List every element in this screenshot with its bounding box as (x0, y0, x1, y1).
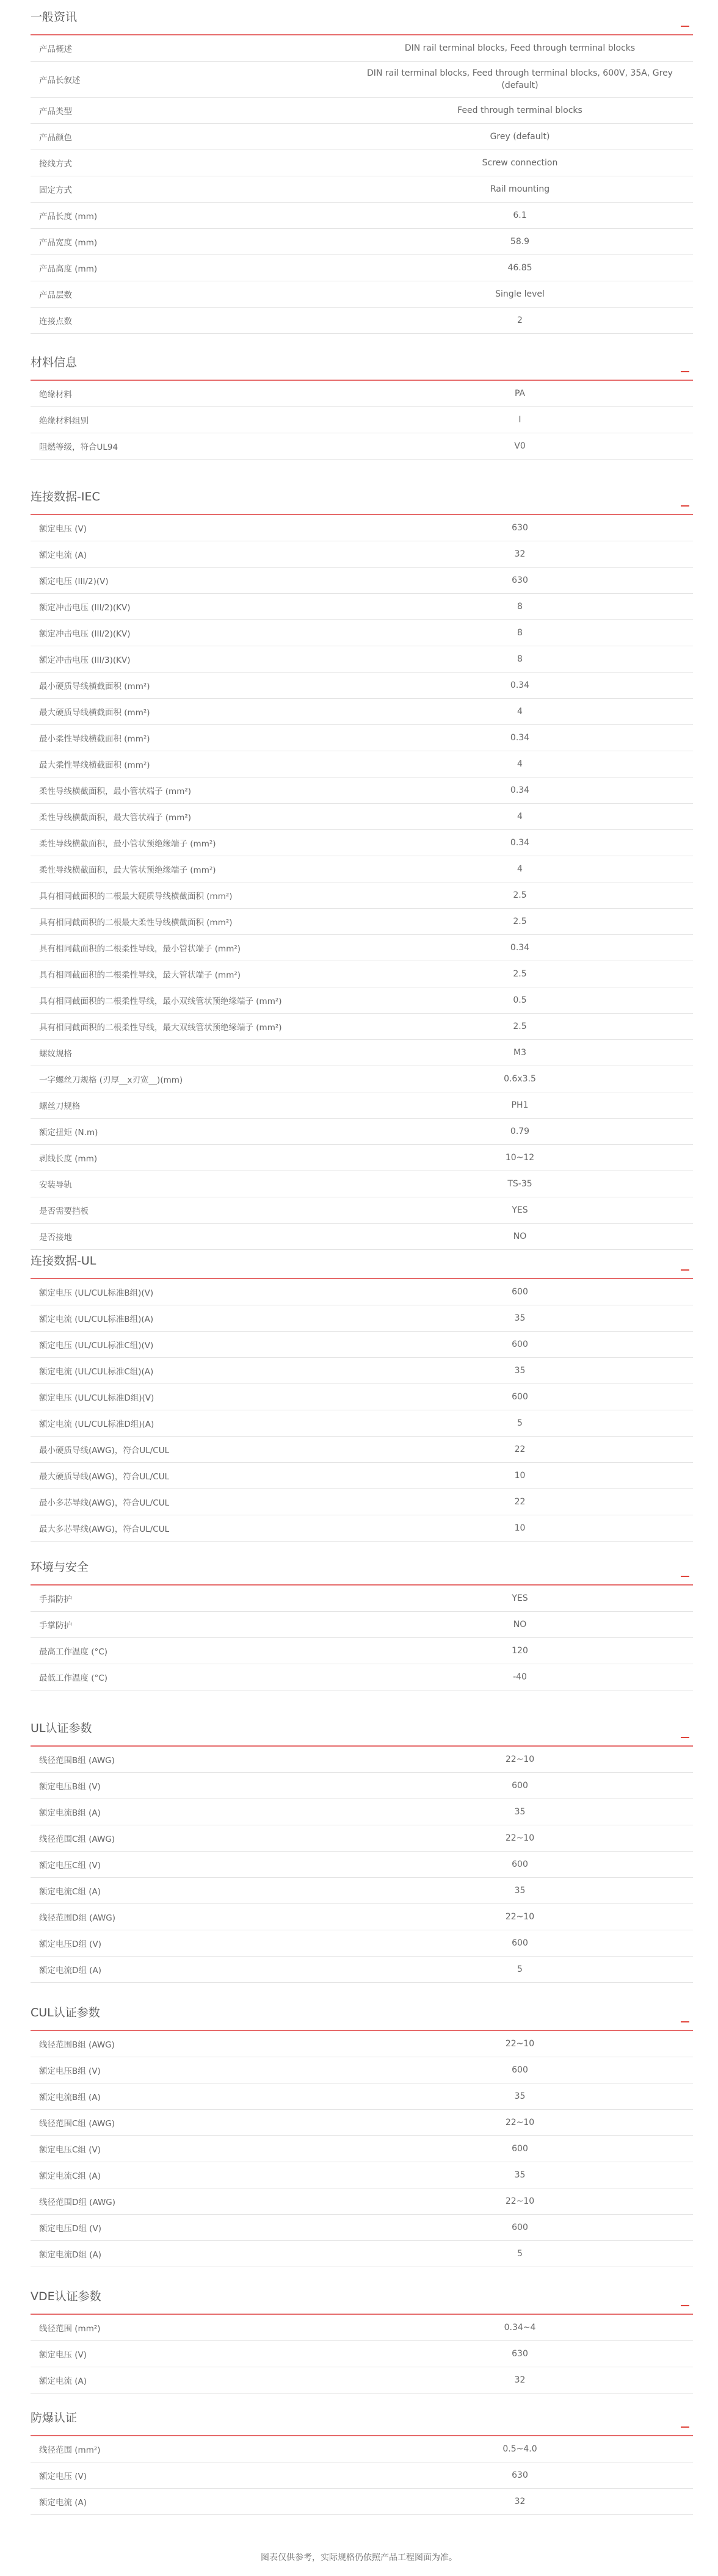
spec-value: 22~10 (505, 1912, 535, 1922)
spec-value: DIN rail terminal blocks, Feed through terminal blocks, 600V, 35A, Grey (default) (367, 68, 673, 90)
spec-value: 8 (517, 602, 523, 612)
spec-label: 额定电流 (A) (39, 550, 87, 560)
spec-label: 最低工作温度 (°C) (39, 1673, 108, 1683)
spec-label: 额定电流 (UL/CUL标准D组)(A) (39, 1420, 154, 1429)
spec-label: 具有相同截面积的二根最大柔性导线横截面积 (mm²) (39, 918, 233, 928)
spec-value: 0.5~4.0 (502, 2444, 537, 2454)
spec-row (31, 777, 693, 804)
spec-label: 产品概述 (39, 45, 72, 54)
spec-value: 5 (517, 2249, 523, 2259)
spec-row (31, 1332, 693, 1358)
spec-value: 0.6x3.5 (504, 1074, 536, 1084)
spec-value: PA (514, 389, 526, 399)
spec-row (31, 2110, 693, 2136)
spec-value: NO (513, 1620, 527, 1629)
spec-row (31, 515, 693, 541)
spec-row (31, 1463, 693, 1489)
spec-row (31, 1612, 693, 1638)
spec-value: 35 (514, 2091, 526, 2101)
spec-label: 线径范围 (mm²) (39, 2324, 101, 2334)
spec-label: 具有相同截面积的二根柔性导线，最大双线管状预绝缘端子 (mm²) (39, 1023, 282, 1033)
spec-row (31, 1586, 693, 1612)
spec-label: 额定电流 (UL/CUL标准C组)(A) (39, 1367, 154, 1377)
spec-value: 10 (514, 1523, 526, 1533)
spec-row (31, 255, 693, 281)
section-header (31, 0, 693, 35)
spec-label: 产品层数 (39, 290, 72, 300)
spec-value: 22~10 (505, 2118, 535, 2127)
spec-label: 额定冲击电压 (III/2)(KV) (39, 603, 131, 613)
spec-value: 2.5 (513, 890, 527, 900)
spec-value: 2.5 (513, 1022, 527, 1031)
spec-value: YES (512, 1593, 528, 1603)
spec-value: I (518, 415, 521, 425)
spec-label: 手指防护 (39, 1595, 72, 1604)
spec-row (31, 646, 693, 673)
spec-value: 35 (514, 1886, 526, 1896)
spec-label: 额定电压 (UL/CUL标准B组)(V) (39, 1288, 154, 1298)
spec-label: 线径范围B组 (AWG) (39, 2040, 115, 2050)
spec-value: 0.34~4 (504, 2323, 536, 2332)
spec-row (31, 1852, 693, 1878)
spec-row (31, 281, 693, 308)
spec-row (31, 1197, 693, 1224)
collapse-minus-icon[interactable] (681, 1731, 689, 1738)
spec-value: 0.34 (510, 838, 530, 848)
spec-row (31, 935, 693, 961)
spec-row (31, 725, 693, 751)
spec-row (31, 751, 693, 777)
spec-row (31, 1799, 693, 1825)
spec-value: 32 (514, 2375, 526, 2385)
spec-value: 600 (512, 1392, 528, 1402)
spec-row (31, 1092, 693, 1119)
spec-value: 600 (512, 2065, 528, 2075)
spec-value: 8 (517, 654, 523, 664)
spec-label: 额定电压C组 (V) (39, 1861, 101, 1871)
spec-row (31, 1957, 693, 1983)
spec-label: 一字螺丝刀规格 (刃厚__x刃宽__)(mm) (39, 1075, 183, 1085)
spec-row (31, 541, 693, 568)
spec-label: 产品长叙述 (39, 76, 81, 85)
spec-label: 额定电流B组 (A) (39, 1808, 101, 1818)
collapse-minus-icon[interactable] (681, 2015, 689, 2022)
spec-label: 柔性导线横截面积，最小管状预绝缘端子 (mm²) (39, 839, 216, 849)
spec-label: 额定电压 (UL/CUL标准D组)(V) (39, 1393, 154, 1403)
spec-value: 32 (514, 549, 526, 559)
spec-row (31, 620, 693, 646)
spec-row (31, 2215, 693, 2241)
spec-row (31, 1305, 693, 1332)
spec-value: Grey (default) (490, 132, 550, 142)
spec-label: 额定电压 (UL/CUL标准C组)(V) (39, 1341, 154, 1351)
section-title: UL认证参数 (31, 1722, 92, 1735)
spec-label: 额定电压 (III/2)(V) (39, 577, 109, 586)
spec-value: 4 (517, 864, 523, 874)
spec-value: 35 (514, 1366, 526, 1376)
spec-label: 最大硬质导线(AWG)，符合UL/CUL (39, 1472, 170, 1482)
spec-row (31, 1825, 693, 1852)
spec-label: 具有相同截面积的二根柔性导线，最小双线管状预绝缘端子 (mm²) (39, 997, 282, 1006)
spec-row (31, 176, 693, 203)
spec-label: 线径范围D组 (AWG) (39, 2198, 116, 2207)
section-title: 连接数据-IEC (31, 490, 100, 503)
spec-row (31, 594, 693, 620)
spec-label: 最小柔性导线横截面积 (mm²) (39, 734, 150, 744)
spec-label: 剥线长度 (mm) (39, 1154, 98, 1164)
spec-value: 10~12 (505, 1153, 535, 1163)
spec-label: 线径范围C组 (AWG) (39, 2119, 115, 2129)
spec-value: 22~10 (505, 2039, 535, 2049)
spec-label: 额定电流D组 (A) (39, 2250, 101, 2260)
spec-value: -40 (513, 1672, 527, 1682)
spec-value: 0.5 (513, 995, 527, 1005)
spec-label: 额定电压D组 (V) (39, 2224, 101, 2234)
spec-value: 600 (512, 1340, 528, 1349)
spec-label: 额定电压B组 (V) (39, 2066, 101, 2076)
collapse-minus-icon[interactable] (681, 499, 689, 507)
collapse-minus-icon[interactable] (681, 2420, 689, 2428)
spec-label: 额定电流C组 (A) (39, 1887, 101, 1897)
spec-row (31, 961, 693, 987)
spec-value: V0 (514, 441, 526, 451)
spec-label: 具有相同截面积的二根柔性导线，最小管状端子 (mm²) (39, 944, 241, 954)
spec-row (31, 2162, 693, 2188)
section-title: CUL认证参数 (31, 2006, 100, 2019)
spec-label: 最大硬质导线横截面积 (mm²) (39, 708, 150, 718)
spec-label: 绝缘材料 (39, 390, 72, 400)
spec-label: 最大多芯导线(AWG)，符合UL/CUL (39, 1524, 170, 1534)
spec-row (31, 1358, 693, 1384)
spec-row (31, 2436, 693, 2462)
spec-value: 0.79 (510, 1127, 530, 1136)
spec-label: 接线方式 (39, 159, 72, 169)
spec-row (31, 568, 693, 594)
spec-row (31, 1437, 693, 1463)
section-header (31, 1996, 693, 2031)
spec-row (31, 150, 693, 176)
spec-label: 额定电压C组 (V) (39, 2145, 101, 2155)
spec-value: 6.1 (513, 211, 527, 220)
section-header (31, 1244, 693, 1279)
spec-row (31, 203, 693, 229)
spec-row (31, 2188, 693, 2215)
spec-row (31, 830, 693, 856)
spec-label: 产品高度 (mm) (39, 264, 98, 274)
collapse-minus-icon[interactable] (681, 365, 689, 372)
spec-row (31, 673, 693, 699)
spec-row (31, 2136, 693, 2162)
spec-label: 额定电流C组 (A) (39, 2171, 101, 2181)
spec-label: 具有相同截面积的二根柔性导线，最大管状端子 (mm²) (39, 970, 241, 980)
spec-section-4 (31, 1244, 693, 1542)
spec-row (31, 804, 693, 830)
spec-row (31, 1171, 693, 1197)
spec-label: 螺丝刀规格 (39, 1102, 81, 1111)
spec-value: 120 (512, 1646, 528, 1656)
spec-label: 是否接地 (39, 1233, 72, 1243)
spec-row (31, 1904, 693, 1930)
spec-row (31, 1279, 693, 1305)
section-title: 环境与安全 (31, 1560, 89, 1574)
spec-value: 630 (512, 575, 528, 585)
spec-label: 绝缘材料组别 (39, 416, 89, 426)
spec-label: 额定冲击电压 (III/3)(KV) (39, 655, 131, 665)
spec-label: 固定方式 (39, 186, 72, 195)
spec-value: 4 (517, 759, 523, 769)
spec-value: 630 (512, 523, 528, 533)
spec-section-9 (31, 2401, 693, 2515)
spec-row (31, 699, 693, 725)
spec-row (31, 381, 693, 407)
spec-row (31, 1384, 693, 1410)
section-title: 材料信息 (31, 356, 78, 369)
spec-label: 最小硬质导线(AWG)，符合UL/CUL (39, 1446, 170, 1456)
spec-value: 630 (512, 2470, 528, 2480)
spec-label: 最高工作温度 (°C) (39, 1647, 108, 1657)
spec-row (31, 909, 693, 935)
spec-label: 最小多芯导线(AWG)，符合UL/CUL (39, 1498, 170, 1508)
spec-row (31, 882, 693, 909)
spec-label: 螺纹规格 (39, 1049, 72, 1059)
spec-row (31, 35, 693, 62)
spec-label: 额定电压 (V) (39, 524, 87, 534)
spec-value: TS-35 (507, 1179, 532, 1189)
spec-value: 35 (514, 2170, 526, 2180)
spec-row (31, 1930, 693, 1957)
spec-value: 2.5 (513, 917, 527, 926)
section-header (31, 1711, 693, 1747)
footer-note: 图表仅供参考，实际规格仍依照产品工程图面为准。 (261, 2553, 457, 2563)
spec-label: 连接点数 (39, 317, 72, 327)
spec-value: 22~10 (505, 2196, 535, 2206)
spec-value: 0.34 (510, 785, 530, 795)
spec-value: YES (512, 1205, 528, 1215)
spec-label: 额定冲击电压 (III/2)(KV) (39, 629, 131, 639)
spec-label: 线径范围 (mm²) (39, 2445, 101, 2455)
spec-label: 是否需要挡板 (39, 1207, 89, 1216)
spec-label: 额定扭矩 (N.m) (39, 1128, 98, 1138)
spec-row (31, 1145, 693, 1171)
spec-value: 8 (517, 628, 523, 638)
spec-section-8 (31, 2279, 693, 2394)
spec-row (31, 987, 693, 1014)
spec-label: 柔性导线横截面积，最小管状端子 (mm²) (39, 787, 192, 796)
spec-label: 线径范围B组 (AWG) (39, 1756, 115, 1766)
spec-row (31, 62, 693, 98)
spec-value: 600 (512, 1781, 528, 1791)
spec-row (31, 2241, 693, 2267)
section-header (31, 2401, 693, 2436)
spec-label: 额定电流B组 (A) (39, 2093, 101, 2102)
spec-section-5 (31, 1550, 693, 1690)
spec-value: 22 (514, 1497, 526, 1507)
spec-value: 4 (517, 812, 523, 821)
spec-row (31, 1410, 693, 1437)
spec-label: 产品长度 (mm) (39, 212, 98, 222)
spec-row (31, 2341, 693, 2367)
spec-value: 32 (514, 2497, 526, 2506)
spec-row (31, 1040, 693, 1066)
spec-section-2 (31, 345, 693, 460)
spec-label: 额定电压B组 (V) (39, 1782, 101, 1792)
spec-label: 具有相同截面积的二根最大硬质导线横截面积 (mm²) (39, 892, 233, 901)
spec-value: 2 (517, 316, 523, 325)
spec-label: 额定电压 (V) (39, 2350, 87, 2360)
spec-value: NO (513, 1232, 527, 1241)
spec-row (31, 2315, 693, 2341)
spec-value: 600 (512, 2144, 528, 2154)
spec-label: 柔性导线横截面积，最大管状预绝缘端子 (mm²) (39, 865, 216, 875)
spec-value: 5 (517, 1418, 523, 1428)
spec-value: Feed through terminal blocks (457, 106, 582, 115)
collapse-minus-icon[interactable] (681, 1570, 689, 1577)
spec-section-3 (31, 480, 693, 1250)
section-title: VDE认证参数 (31, 2290, 101, 2303)
section-title: 一般资讯 (31, 10, 78, 24)
spec-row (31, 433, 693, 460)
spec-value: 35 (514, 1313, 526, 1323)
spec-row (31, 407, 693, 433)
spec-value: 5 (517, 1964, 523, 1974)
spec-value: 22~10 (505, 1833, 535, 1843)
spec-row (31, 2462, 693, 2489)
spec-label: 产品宽度 (mm) (39, 238, 98, 248)
spec-row (31, 1066, 693, 1092)
spec-value: 600 (512, 1938, 528, 1948)
spec-row (31, 2057, 693, 2084)
spec-row (31, 2084, 693, 2110)
spec-label: 额定电压D组 (V) (39, 1939, 101, 1949)
spec-label: 最大柔性导线横截面积 (mm²) (39, 760, 150, 770)
spec-value: PH1 (511, 1100, 529, 1110)
section-header (31, 1550, 693, 1586)
spec-label: 手掌防护 (39, 1621, 72, 1631)
spec-value: Screw connection (482, 158, 558, 168)
spec-value: 58.9 (510, 237, 530, 247)
spec-value: 46.85 (507, 263, 532, 273)
spec-label: 额定电流 (A) (39, 2376, 87, 2386)
spec-label: 额定电流 (A) (39, 2498, 87, 2508)
spec-value: M3 (513, 1048, 526, 1058)
spec-value: DIN rail terminal blocks, Feed through terminal blocks (404, 43, 636, 53)
spec-value: 600 (512, 2223, 528, 2232)
collapse-minus-icon[interactable] (681, 2299, 689, 2306)
spec-label: 阻燃等级，符合UL94 (39, 442, 118, 452)
section-title: 连接数据-UL (31, 1254, 96, 1268)
spec-value: 0.34 (510, 943, 530, 953)
spec-section-6 (31, 1711, 693, 1983)
spec-label: 线径范围C组 (AWG) (39, 1835, 115, 1844)
spec-label: 额定电流 (UL/CUL标准B组)(A) (39, 1315, 154, 1324)
section-title: 防爆认证 (31, 2411, 78, 2425)
spec-row (31, 1515, 693, 1542)
spec-value: 35 (514, 1807, 526, 1817)
spec-row (31, 1878, 693, 1904)
spec-label: 额定电压 (V) (39, 2472, 87, 2481)
spec-value: 600 (512, 1860, 528, 1869)
collapse-minus-icon[interactable] (681, 20, 689, 27)
spec-label: 额定电流D组 (A) (39, 1966, 101, 1975)
spec-label: 安装导轨 (39, 1180, 72, 1190)
spec-value: Rail mounting (490, 184, 550, 194)
spec-label: 线径范围D组 (AWG) (39, 1913, 116, 1923)
spec-row (31, 1489, 693, 1515)
collapse-minus-icon[interactable] (681, 1263, 689, 1271)
spec-row (31, 1014, 693, 1040)
spec-row (31, 98, 693, 124)
spec-value: 0.34 (510, 733, 530, 743)
spec-row (31, 2489, 693, 2515)
spec-value: 22~10 (505, 1755, 535, 1764)
section-header (31, 345, 693, 381)
spec-value: 600 (512, 1287, 528, 1297)
spec-row (31, 1747, 693, 1773)
spec-section-7 (31, 1996, 693, 2267)
spec-row (31, 124, 693, 150)
spec-row (31, 856, 693, 882)
spec-value: 22 (514, 1445, 526, 1454)
section-header (31, 480, 693, 515)
spec-label: 产品类型 (39, 107, 72, 117)
spec-value: 630 (512, 2349, 528, 2359)
spec-row (31, 1638, 693, 1664)
spec-value: 10 (514, 1471, 526, 1481)
spec-value: 2.5 (513, 969, 527, 979)
spec-label: 最小硬质导线横截面积 (mm²) (39, 682, 150, 691)
spec-row (31, 1119, 693, 1145)
spec-section-1 (31, 0, 693, 334)
spec-row (31, 2031, 693, 2057)
section-header (31, 2279, 693, 2315)
spec-row (31, 1664, 693, 1690)
spec-row (31, 229, 693, 255)
spec-value: 4 (517, 707, 523, 716)
spec-label: 柔性导线横截面积，最大管状端子 (mm²) (39, 813, 192, 823)
spec-row (31, 2367, 693, 2394)
spec-value: Single level (495, 289, 545, 299)
spec-label: 产品颜色 (39, 133, 72, 143)
spec-value: 0.34 (510, 680, 530, 690)
spec-row (31, 1773, 693, 1799)
spec-row (31, 308, 693, 334)
